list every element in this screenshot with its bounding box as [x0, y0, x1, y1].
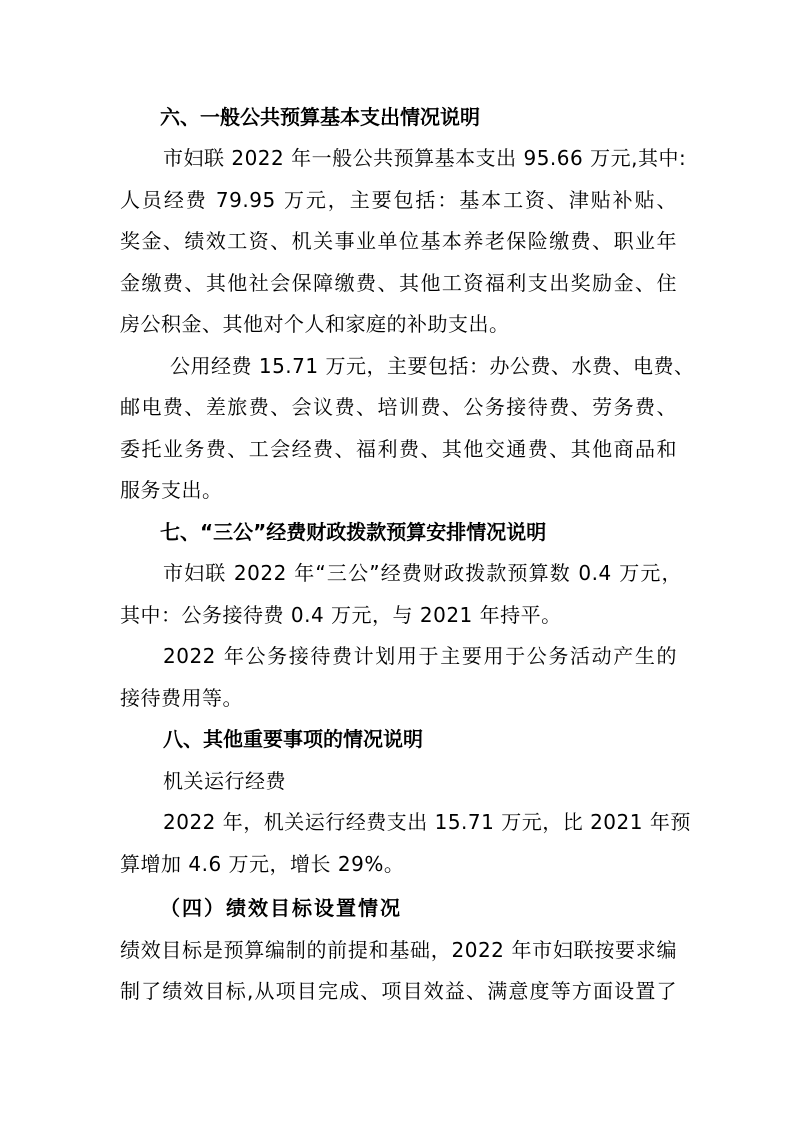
section-six-line: 公用经费 15.71 万元，主要包括：办公费、水费、电费、 [170, 354, 695, 378]
section-seven-line: 其中：公务接待费 0.4 万元，与 2021 年持平。 [120, 603, 562, 627]
section-four-line: 制了绩效目标,从项目完成、项目效益、满意度等方面设置了 [120, 979, 677, 1003]
section-eight-line: 2022 年，机关运行经费支出 15.71 万元，比 2021 年预 [163, 810, 691, 834]
section-seven-line: 2022 年公务接待费计划用于主要用于公务活动产生的 [163, 644, 677, 668]
section-six-line: 金缴费、其他社会保障缴费、其他工资福利支出奖励金、住 [120, 271, 677, 295]
section-six-line: 房公积金、其他对个人和家庭的补助支出。 [120, 312, 510, 336]
section-eight-title: 八、其他重要事项的情况说明 [163, 727, 423, 751]
section-six-line: 奖金、绩效工资、机关事业单位基本养老保险缴费、职业年 [120, 229, 677, 253]
section-four-title: （四）绩效目标设置情况 [160, 896, 402, 920]
section-six-title: 六、一般公共预算基本支出情况说明 [160, 105, 480, 129]
section-six-line: 服务支出。 [120, 478, 223, 502]
section-seven-line: 接待费用等。 [120, 686, 243, 710]
section-six-line: 市妇联 2022 年一般公共预算基本支出 95.66 万元,其中: [163, 146, 687, 170]
section-seven-line: 市妇联 2022 年“三公”经费财政拨款预算数 0.4 万元， [163, 561, 682, 585]
section-eight-line: 机关运行经费 [163, 769, 286, 793]
section-six-line: 委托业务费、工会经费、福利费、其他交通费、其他商品和 [120, 437, 677, 461]
section-eight-line: 算增加 4.6 万元，增长 29%。 [120, 852, 405, 876]
section-four-line: 绩效目标是预算编制的前提和基础，2022 年市妇联按要求编 [120, 938, 677, 962]
section-six-line: 人员经费 79.95 万元，主要包括：基本工资、津贴补贴、 [120, 188, 677, 212]
section-seven-title: 七、“三公”经费财政拨款预算安排情况说明 [160, 520, 547, 544]
section-six-line: 邮电费、差旅费、会议费、培训费、公务接待费、劳务费、 [120, 395, 677, 419]
